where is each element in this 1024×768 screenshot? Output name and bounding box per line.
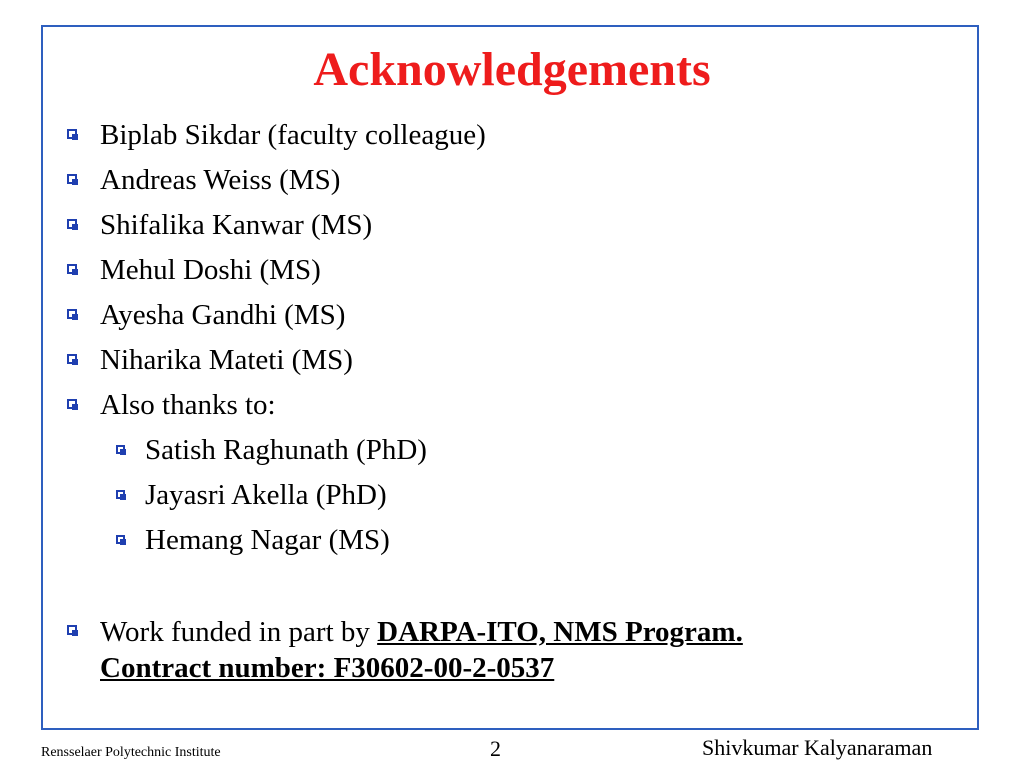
slide-title: Acknowledgements xyxy=(313,43,711,96)
list-item-text: Satish Raghunath (PhD) xyxy=(145,434,427,466)
square-bullet-icon xyxy=(67,264,77,274)
list-item-text: Niharika Mateti (MS) xyxy=(100,344,353,376)
list-item-text: Mehul Doshi (MS) xyxy=(100,254,321,286)
list-item-text: Biplab Sikdar (faculty colleague) xyxy=(100,119,486,151)
square-bullet-icon xyxy=(67,219,77,229)
footer-author: Shivkumar Kalyanaraman xyxy=(702,735,933,760)
square-bullet-icon xyxy=(67,625,77,635)
square-bullet-icon xyxy=(67,309,77,319)
list-item-text: Hemang Nagar (MS) xyxy=(145,524,390,556)
funding-prefix: Work funded in part by xyxy=(100,616,378,648)
list-item-text: Andreas Weiss (MS) xyxy=(100,164,341,196)
square-bullet-icon xyxy=(116,445,125,454)
square-bullet-icon xyxy=(67,174,77,184)
square-bullet-icon xyxy=(116,490,125,499)
list-item-text: Also thanks to: xyxy=(100,389,276,421)
funding-note xyxy=(100,614,900,686)
square-bullet-icon xyxy=(67,399,77,409)
footer-institution: Rensselaer Polytechnic Institute xyxy=(41,745,221,760)
funding-program: DARPA-ITO, NMS Program. xyxy=(377,616,743,648)
list-item-text: Ayesha Gandhi (MS) xyxy=(100,299,346,331)
contract-number: Contract number: F30602-00-2-0537 xyxy=(100,652,555,684)
square-bullet-icon xyxy=(67,354,77,364)
square-bullet-icon xyxy=(116,535,125,544)
square-bullet-icon xyxy=(67,129,77,139)
page-number: 2 xyxy=(490,736,501,761)
list-item-text: Jayasri Akella (PhD) xyxy=(145,479,387,511)
list-item-text: Shifalika Kanwar (MS) xyxy=(100,209,373,241)
